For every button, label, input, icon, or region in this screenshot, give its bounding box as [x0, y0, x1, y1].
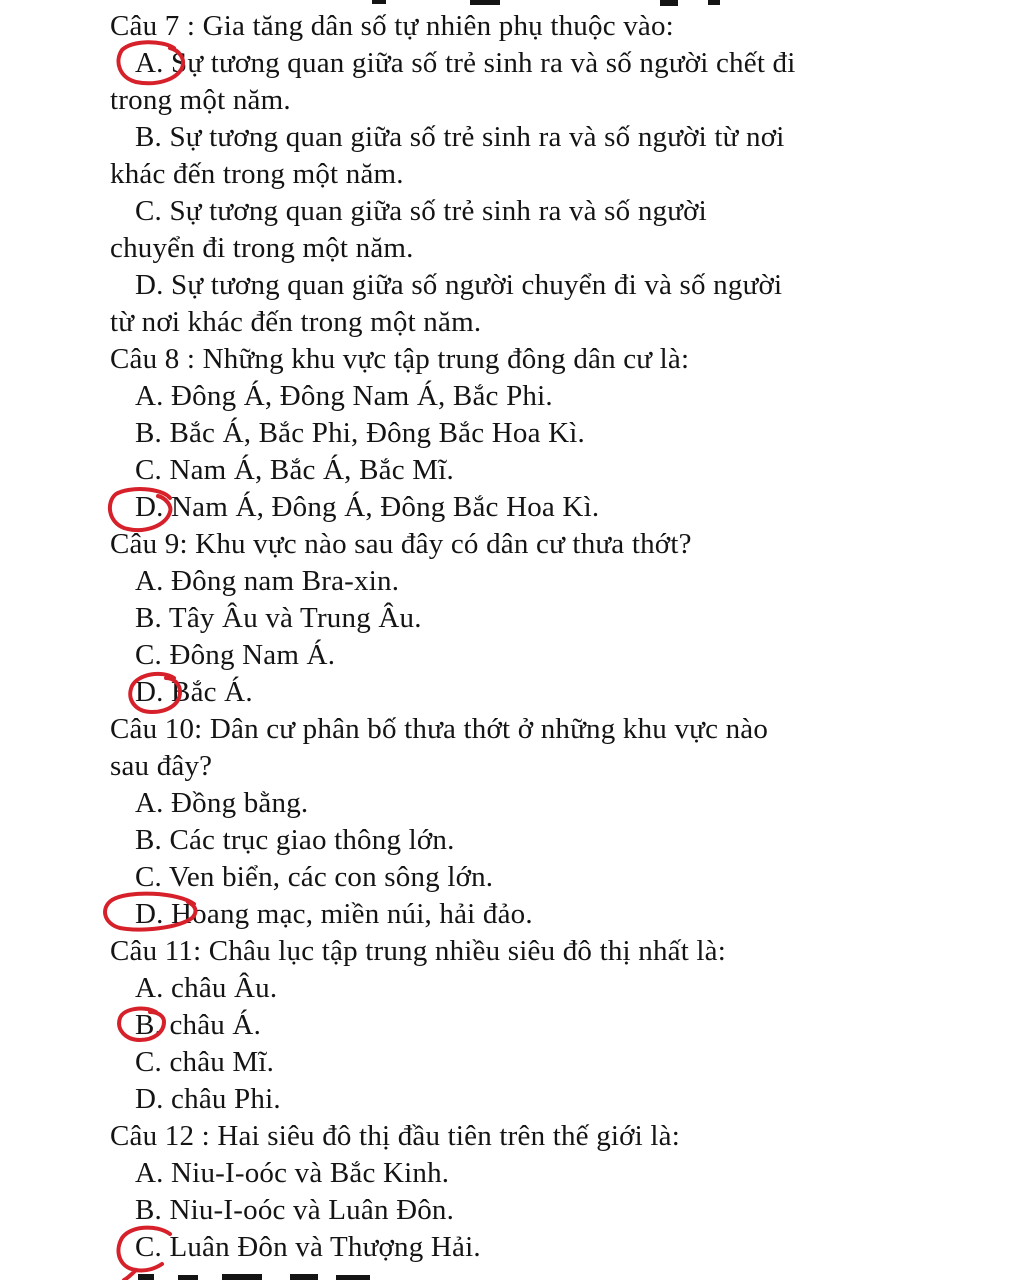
question-9-option-d: D. Bắc Á. [135, 676, 253, 708]
question-8-option-c: C. Nam Á, Bắc Á, Bắc Mĩ. [135, 454, 454, 486]
question-7-option-d-cont: từ nơi khác đến trong một năm. [110, 306, 482, 338]
question-11-option-b: B. châu Á. [135, 1009, 262, 1041]
question-7-option-a-cont: trong một năm. [110, 84, 291, 116]
question-7-option-c-cont: chuyển đi trong một năm. [110, 232, 414, 264]
question-9-option-a: A. Đông nam Bra-xin. [135, 565, 400, 597]
question-8-option-a: A. Đông Á, Đông Nam Á, Bắc Phi. [135, 380, 553, 412]
question-10-option-d: D. Hoang mạc, miền núi, hải đảo. [135, 898, 533, 930]
question-10-option-b: B. Các trục giao thông lớn. [135, 824, 455, 856]
question-7-option-c: C. Sự tương quan giữa số trẻ sinh ra và số người [135, 195, 707, 227]
question-7-title: Câu 7 : Gia tăng dân số tự nhiên phụ thuộc vào: [110, 10, 674, 42]
question-7-option-a: A. Sự tương quan giữa số trẻ sinh ra và số người chết đi [135, 47, 796, 79]
question-12-option-a: A. Niu-I-oóc và Bắc Kinh. [135, 1157, 450, 1189]
question-10-option-a: A. Đồng bằng. [135, 787, 309, 819]
question-12-option-c: C. Luân Đôn và Thượng Hải. [135, 1231, 481, 1263]
question-12-title: Câu 12 : Hai siêu đô thị đầu tiên trên thế giới là: [110, 1120, 680, 1152]
question-9-option-c: C. Đông Nam Á. [135, 639, 336, 671]
question-11-title: Câu 11: Châu lục tập trung nhiều siêu đô thị nhất là: [110, 935, 727, 967]
question-11-option-d: D. châu Phi. [135, 1083, 281, 1115]
question-9-option-b: B. Tây Âu và Trung Âu. [135, 602, 422, 634]
question-7-option-d: D. Sự tương quan giữa số người chuyển đi và số người [135, 269, 783, 301]
question-10-title-cont: sau đây? [110, 750, 213, 782]
question-11-option-c: C. châu Mĩ. [135, 1046, 275, 1078]
question-8-title: Câu 8 : Những khu vực tập trung đông dân cư là: [110, 343, 690, 375]
question-10-title: Câu 10: Dân cư phân bố thưa thớt ở những khu vực nào [110, 713, 769, 745]
question-7-option-b: B. Sự tương quan giữa số trẻ sinh ra và số người từ nơi [135, 121, 785, 153]
question-7-option-b-cont: khác đến trong một năm. [110, 158, 404, 190]
question-8-option-d: D. Nam Á, Đông Á, Đông Bắc Hoa Kì. [135, 491, 600, 523]
question-11-option-a: A. châu Âu. [135, 972, 278, 1004]
question-8-option-b: B. Bắc Á, Bắc Phi, Đông Bắc Hoa Kì. [135, 417, 585, 449]
question-9-title: Câu 9: Khu vực nào sau đây có dân cư thưa thớt? [110, 528, 692, 560]
question-10-option-c: C. Ven biển, các con sông lớn. [135, 861, 494, 893]
cropped-option-fragment [130, 1268, 430, 1280]
question-12-option-b: B. Niu-I-oóc và Luân Đôn. [135, 1194, 455, 1226]
